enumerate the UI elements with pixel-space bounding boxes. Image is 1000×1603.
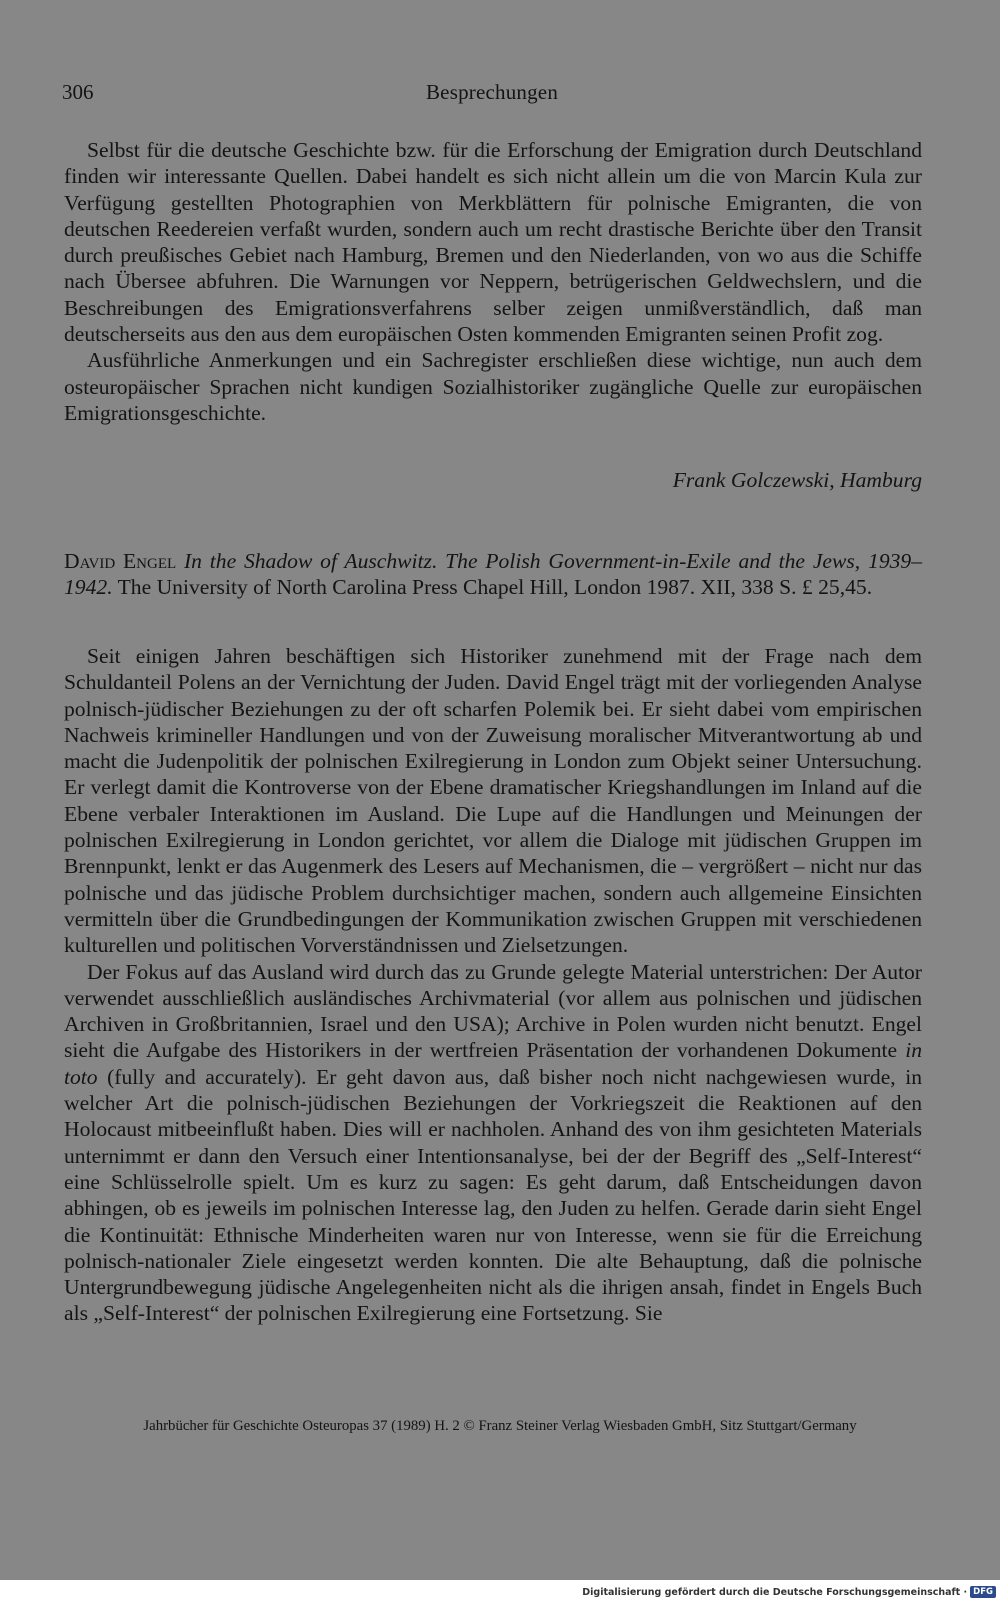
dfg-logo: DFG: [970, 1586, 996, 1598]
paragraph: Seit einigen Jahren beschäftigen sich Historiker zunehmend mit der Frage nach dem Schuldanteil Polens an der Vernichtung der Juden. David Engel trägt mit der vorliegenden Analyse polnisch-jüdischer Beziehungen zu der oft scharfen Polemik bei. Er sieht dabei vom empirischen Nachweis krimineller Handlungen und von der Zuweisung moralischer Mitverantwortung ab und macht die Judenpolitik der polnischen Exilregierung in London zum Objekt seiner Untersuchung. Er verlegt damit die Kontroverse von der Ebene dramatischer Kriegshandlungen im Inland auf die Ebene verbaler Interaktionen im Ausland. Die Lupe auf die Handlungen und Meinungen der polnischen Exilregierung in London gerichtet, vor allem die Dialoge mit jüdischen Gruppen im Brennpunkt, lenkt er das Augenmerk des Lesers auf Mechanismen, die – vergrößert – nicht nur das polnische und das jüdische Problem durchsichtiger machen, sondern auch allgemeine Einsichten vermitteln über die Grundbedingungen der Kommunikation zwischen Gruppen mit verschiedenen kulturellen und politischen Vorverständnissen und Zielsetzungen.: [64, 644, 922, 958]
citation-author: David Engel: [64, 549, 177, 573]
digitization-credit: [582, 1584, 996, 1600]
paragraph: Selbst für die deutsche Geschichte bzw. für die Erforschung der Emigration durch Deutschland finden wir interessante Quellen. Dabei handelt es sich nicht allein um die von Marcin Kula zur Verfügung gestellten Photographien von Merkblättern für polnische Emigranten, die von deutschen Reedereien verfaßt wurden, sondern auch um recht drastische Berichte über den Transit durch preußisches Gebiet nach Hamburg, Bremen und den Niederlanden, von wo aus die Schiffe nach Übersee abfuhren. Die Warnungen vor Neppern, betrügerischen Geldwechslern, und die Beschreibungen des Emigrationsverfahrens selber zeigen unmißverständlich, daß man deutscherseits aus den aus dem europäischen Osten kommenden Emigranten seinen Profit zog.: [64, 138, 922, 347]
journal-footer: Jahrbücher für Geschichte Osteuropas 37 (1989) H. 2 © Franz Steiner Verlag Wiesbaden GmbH, Sitz Stuttgart/Germany: [143, 1418, 857, 1434]
review-continuation: [64, 137, 922, 426]
digitization-text: Digitalisierung gefördert durch die Deutsche Forschungsgemeinschaft ·: [582, 1586, 968, 1598]
page-number: 306: [62, 80, 94, 104]
paragraph-text: (fully and accurately). Er geht davon aus, daß bisher noch nicht nachgewiesen wurde, in welcher Art die polnisch-jüdischen Beziehungen der Vorkriegszeit die Reaktionen auf den Holocaust mitbeeinflußt haben. Dies will er nachholen. Anhand des von ihm gesichteten Materials unternimmt er dann den Versuch einer Intentionsanalyse, bei der der Begriff des „Self-Interest“ eine Schlüsselrolle spielt. Um es kurz zu sagen: Es geht darum, daß Entscheidungen davon abhingen, ob es jeweils im polnischen Interesse lag, den Juden zu helfen. Gerade darin sieht Engel die Kontinuität: Ethnische Minderheiten waren nur von Interesse, wenn sie für die Erreichung polnisch-nationaler Ziele eingesetzt werden konnten. Die alte Behauptung, daß die polnische Untergrundbewegung jüdische Angelegenheiten nicht als die ihrigen ansah, findet in Engels Buch als „Self-Interest“ der polnischen Exilregierung eine Fortsetzung. Sie: [64, 1064, 922, 1326]
review-body: [64, 643, 922, 1327]
paragraph: Ausführliche Anmerkungen und ein Sachregister erschließen diese wichtige, nun auch dem osteuropäischer Sprachen nicht kundigen Sozialhistoriker zugängliche Quelle zur europäischen Emigrationsgeschichte.: [64, 348, 922, 425]
page-header: [62, 80, 922, 110]
reviewer-signature: Frank Golczewski, Hamburg: [672, 468, 922, 492]
citation-publication: The University of North Carolina Press Chapel Hill, London 1987. XII, 338 S. £ 25,45.: [117, 575, 873, 600]
emphasis: in toto: [64, 1038, 922, 1089]
running-head: Besprechungen: [425, 80, 559, 104]
book-citation: [64, 548, 922, 601]
paragraph-text: Der Fokus auf das Ausland wird durch das zu Grunde gelegte Material unterstrichen: Der Autor verwendet ausschließlich ausländisches Archivmaterial (vor allem aus polnischen und jüdischen Archiven in Großbritannien, Israel und den USA); Archive in Polen wurden nicht benutzt. Engel sieht die Aufgabe des Historikers in der wertfreien Präsentation der vorhandenen Dokumente: [64, 959, 922, 1063]
citation-title: In the Shadow of Auschwitz. The Polish Government-in-Exile and the Jews, 1939–1942.: [64, 549, 923, 600]
paragraph: [64, 959, 922, 1327]
